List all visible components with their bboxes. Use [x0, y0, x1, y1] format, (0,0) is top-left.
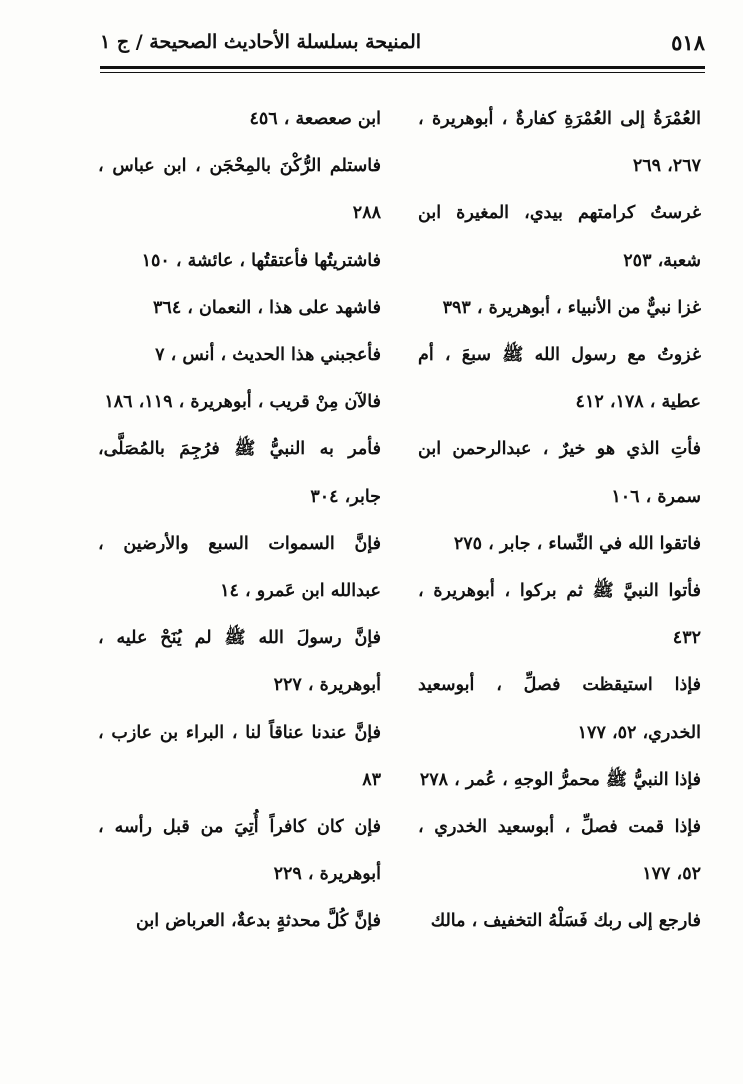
index-entry: ابن صعصعة ، ٤٥٦: [249, 109, 381, 129]
index-entry: فإذا استيقظت فصلِّ ، أبوسعيد الخدري، ٥٢، ١٧٧: [418, 675, 701, 743]
index-entry: فاشهد على هذا ، النعمان ، ٣٦٤: [153, 297, 381, 318]
index-entry: فإن كان كافراً أُتِيَ من قبل رأسه ، أبوهريرة ، ٢٢٩: [98, 817, 381, 885]
index-entry: فإنَّ كُلَّ محدثةٍ بدعةٌ، العرباض ابن: [136, 911, 381, 932]
index-entry: فاستلم الرُّكْنَ بالمِحْجَن ، ابن عباس ، ٢٨٨: [98, 156, 381, 224]
index-entry: فإنَّ السموات السبع والأرضين ، عبدالله ابن عَمرو ، ١٤: [98, 533, 381, 602]
index-entry: العُمْرَةُ إلى العُمْرَةِ كفارةٌ ، أبوهريرة ، ٢٦٧، ٢٦٩: [418, 109, 701, 177]
index-entry: غزوتُ مع رسول الله ﷺ سبعَ ، أم عطية ، ١٧٨، ٤١٢: [418, 345, 701, 413]
index-entry: فاشتريتُها فأعتقتُها ، عائشة ، ١٥٠: [141, 250, 381, 271]
header-rule-thick: [100, 66, 705, 69]
index-entry: فإنَّ عندنا عناقاً لنا ، البراء بن عازب ، ٨٣: [98, 722, 381, 790]
header-rule-thin: [100, 72, 705, 73]
index-entry: فأتوا النبيَّ ﷺ ثم بركوا ، أبوهريرة ، ٤٣٢: [418, 581, 701, 649]
index-entry: فإذا النبيُّ ﷺ محمرُّ الوجهِ ، عُمر ، ٢٧٨: [419, 769, 701, 790]
index-entry: فإنَّ رسولَ الله ﷺ لم يُنَحْ عليه ، أبوهريرة ، ٢٢٧: [98, 628, 381, 696]
index-entry: غزا نبيٌّ من الأنبياء ، أبوهريرة ، ٣٩٣: [442, 297, 701, 318]
index-entry: فأتِ الذي هو خيرٌ ، عبدالرحمن ابن سمرة ، ١٠٦: [418, 439, 701, 507]
index-column-left: [98, 96, 381, 946]
index-entry: فاتقوا الله في النِّساء ، جابر ، ٢٧٥: [453, 533, 701, 554]
running-title: المنيحة بسلسلة الأحاديث الصحيحة / ج ١: [100, 31, 422, 53]
page-header: [100, 22, 705, 62]
index-entry: فأمر به النبيُّ ﷺ فرُجِمَ بالمُصَلَّى، جابر، ٣٠٤: [98, 439, 381, 507]
index-entry: غرستُ كرامتهم بيدي، المغيرة ابن شعبة، ٢٥٣: [418, 203, 701, 271]
index-entry: فإذا قمت فصلِّ ، أبوسعيد الخدري ، ٥٢، ١٧٧: [418, 817, 701, 885]
index-entry: فارجع إلى ربك فَسَلْهُ التخفيف ، مالك: [430, 911, 701, 932]
index-entry: فأعجبني هذا الحديث ، أنس ، ٧: [155, 345, 381, 366]
page-number: ٥١٨: [671, 29, 705, 55]
index-entry: فالآن مِنْ قريب ، أبوهريرة ، ١١٩، ١٨٦: [104, 392, 381, 413]
index-column-right: [418, 96, 701, 946]
